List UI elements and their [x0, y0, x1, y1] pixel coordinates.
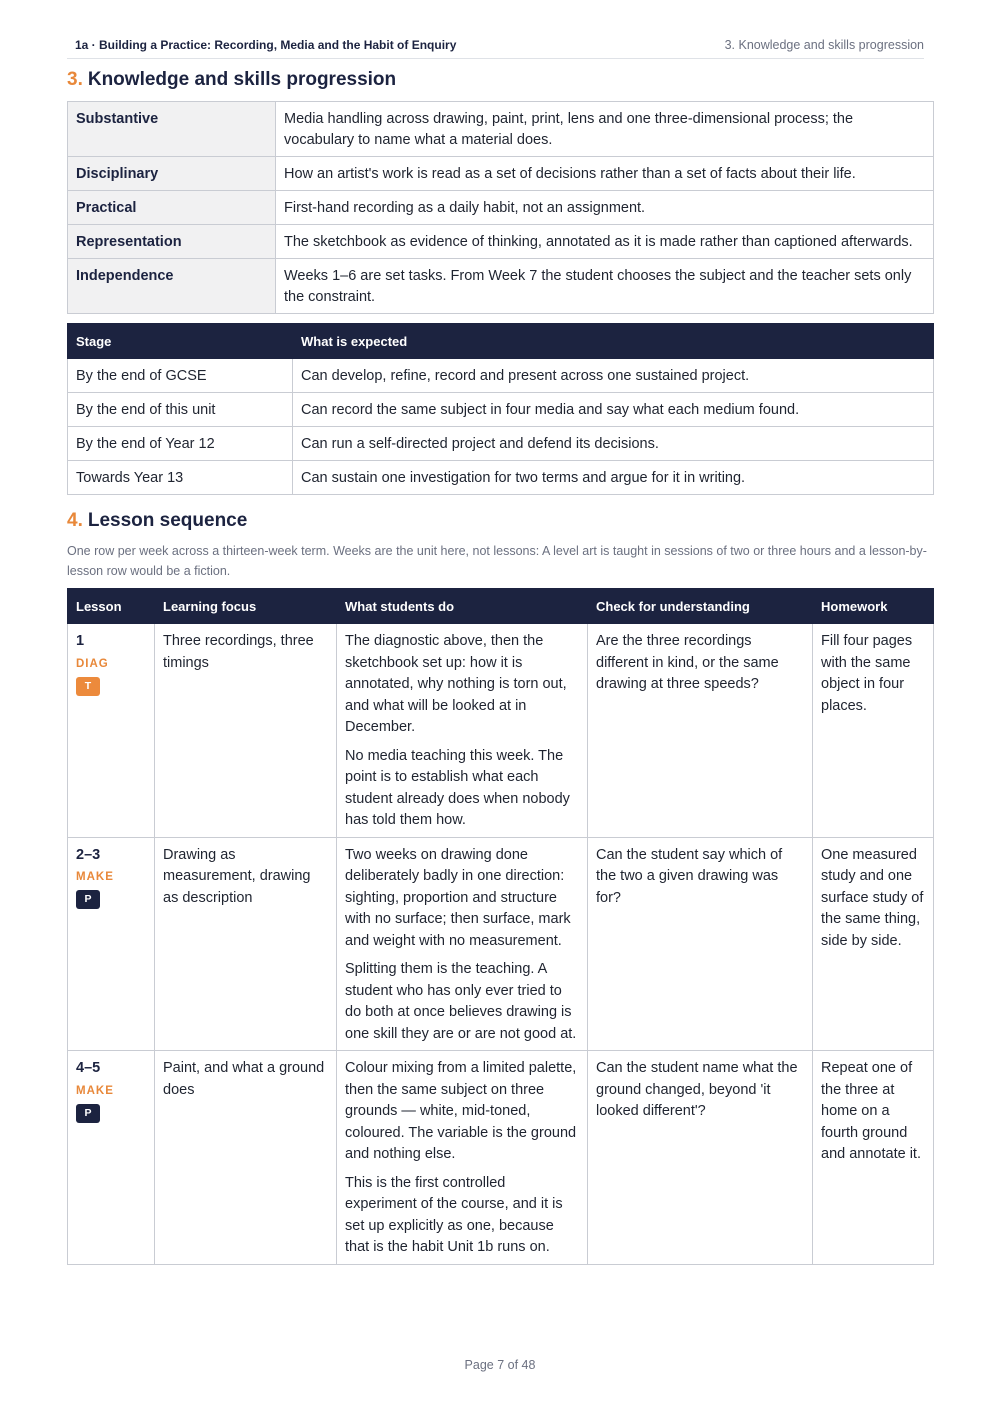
row-text: The sketchbook as evidence of thinking, annotated as it is made rather than captioned afterwards. — [276, 225, 934, 259]
table-row — [68, 157, 934, 191]
students-do-cell — [337, 1051, 588, 1265]
students-do-paragraph: Splitting them is the teaching. A student who has only ever tried to do both at once believes drawing is one skill they are or are not good at. — [345, 961, 577, 1042]
homework-cell: Repeat one of the three at home on a fourth ground and annotate it. — [813, 1051, 934, 1265]
students-do-cell — [337, 837, 588, 1051]
knowledge-skills-table — [67, 101, 934, 314]
row-text: How an artist's work is read as a set of decisions rather than a set of facts about their life. — [276, 157, 934, 191]
table-row — [68, 102, 934, 157]
section-3-heading — [67, 69, 396, 91]
lesson-cell — [68, 624, 155, 838]
expectation-cell: Can sustain one investigation for two terms and argue for it in writing. — [293, 461, 934, 495]
lesson-type-tag: MAKE — [76, 1084, 114, 1097]
learning-focus-cell: Three recordings, three timings — [155, 624, 337, 838]
section-4-title: Lesson sequence — [87, 510, 248, 531]
running-header — [67, 36, 924, 59]
column-header: Homework — [813, 589, 934, 624]
column-header: What students do — [337, 589, 588, 624]
check-cell: Can the student name what the ground changed, beyond 'it looked different'? — [588, 1051, 813, 1265]
expectation-cell: Can run a self-directed project and defend its decisions. — [293, 427, 934, 461]
row-text: Media handling across drawing, paint, print, lens and one three-dimensional process; the vocabulary to name what a material does. — [276, 102, 934, 157]
lesson-type-tag: DIAG — [76, 657, 109, 670]
running-header-section: 3. Knowledge and skills progression — [724, 38, 924, 52]
row-text: Weeks 1–6 are set tasks. From Week 7 the student chooses the subject and the teacher sets only the constraint. — [276, 259, 934, 314]
running-header-title: 1a · Building a Practice: Recording, Media and the Habit of Enquiry — [75, 38, 457, 52]
row-label: Practical — [68, 191, 276, 225]
table-row — [68, 225, 934, 259]
row-label: Disciplinary — [68, 157, 276, 191]
lesson-badge: P — [76, 1104, 100, 1123]
column-header: What is expected — [293, 324, 934, 359]
lesson-type-tag: MAKE — [76, 871, 114, 883]
stage-expectations-table — [67, 323, 934, 495]
week-number: 2–3 — [76, 846, 101, 863]
lesson-badge: P — [76, 890, 100, 909]
section-4-heading — [67, 510, 247, 532]
column-header: Stage — [68, 324, 293, 359]
lesson-row — [68, 1051, 934, 1265]
students-do-paragraph: Two weeks on drawing done deliberately badly in one direction: sighting, proportion and structure with no surface; then surface, mark and weight with no measurement. — [345, 846, 571, 949]
column-header: Lesson — [68, 589, 155, 624]
students-do-paragraph: No media teaching this week. The point is to establish what each student already does when nobody has told them how. — [345, 747, 570, 828]
section-3-number: 3. — [67, 69, 83, 90]
learning-focus-cell: Drawing as measurement, drawing as description — [155, 837, 337, 1051]
column-header: Check for understanding — [588, 589, 813, 624]
lesson-row — [68, 624, 934, 838]
week-number: 4–5 — [76, 1060, 101, 1076]
section-4-number: 4. — [67, 510, 83, 531]
table-row — [68, 461, 934, 495]
column-header: Learning focus — [155, 589, 337, 624]
lesson-badge: T — [76, 677, 100, 696]
table-row — [68, 359, 934, 393]
lesson-sequence-table — [67, 588, 934, 1265]
check-cell: Can the student say which of the two a given drawing was for? — [588, 837, 813, 1051]
table-row — [68, 191, 934, 225]
students-do-cell — [337, 624, 588, 838]
homework-cell: One measured study and one surface study of the same thing, side by side. — [813, 837, 934, 1051]
students-do-paragraph: This is the first controlled experiment of the course, and it is set up explicitly as one, because that is the habit Unit 1b runs on. — [345, 1174, 563, 1255]
row-label: Independence — [68, 259, 276, 314]
learning-focus-cell: Paint, and what a ground does — [155, 1051, 337, 1265]
table-header-row — [68, 589, 934, 624]
expectation-cell: Can record the same subject in four media and say what each medium found. — [293, 393, 934, 427]
stage-cell: Towards Year 13 — [68, 461, 293, 495]
section-4-intro: One row per week across a thirteen-week term. Weeks are the unit here, not lessons: A level art is taught in sessions of two or three hours and a lesson-by-lesson row would be a fiction. — [67, 544, 927, 578]
table-row — [68, 427, 934, 461]
lesson-cell — [68, 1051, 155, 1265]
table-row — [68, 393, 934, 427]
section-3-title: Knowledge and skills progression — [87, 69, 397, 90]
lesson-row — [68, 837, 934, 1051]
page-number: Page 7 of 48 — [464, 1358, 536, 1372]
row-label: Substantive — [68, 102, 276, 157]
check-cell: Are the three recordings different in kind, or the same drawing at three speeds? — [588, 624, 813, 838]
week-number: 1 — [76, 633, 85, 649]
homework-cell: Fill four pages with the same object in four places. — [813, 624, 934, 838]
stage-cell: By the end of this unit — [68, 393, 293, 427]
stage-cell: By the end of Year 12 — [68, 427, 293, 461]
students-do-paragraph: Colour mixing from a limited palette, then the same subject on three grounds — white, mid-toned, coloured. The variable is the ground and nothing else. — [345, 1060, 577, 1162]
row-label: Representation — [68, 225, 276, 259]
table-header-row — [68, 324, 934, 359]
stage-cell: By the end of GCSE — [68, 359, 293, 393]
expectation-cell: Can develop, refine, record and present across one sustained project. — [293, 359, 934, 393]
lesson-cell — [68, 837, 155, 1051]
table-row — [68, 259, 934, 314]
row-text: First-hand recording as a daily habit, not an assignment. — [276, 191, 934, 225]
students-do-paragraph: The diagnostic above, then the sketchbook set up: how it is annotated, why nothing is torn out, and what will be looked at in December. — [345, 633, 567, 735]
